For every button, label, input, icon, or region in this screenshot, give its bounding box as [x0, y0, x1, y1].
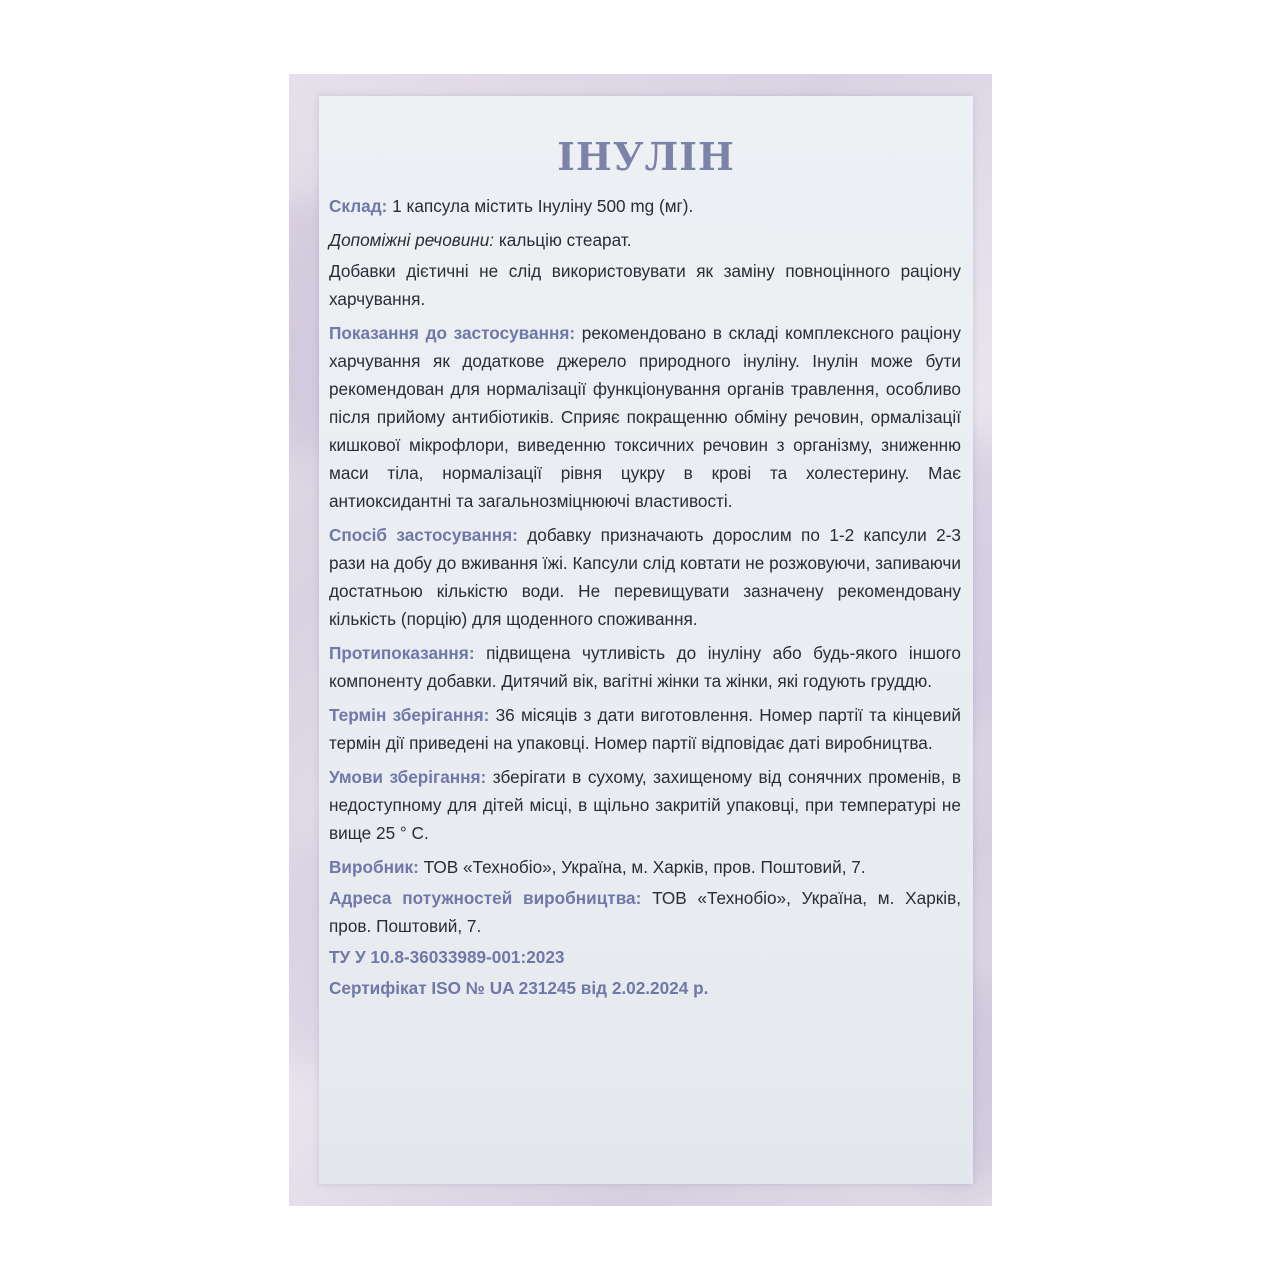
composition-label: Склад: — [329, 196, 388, 216]
excipients-label: Допоміжні речовини: — [329, 230, 495, 250]
facility-address-label: Адреса потужностей виробництва: — [329, 888, 642, 908]
indications-paragraph — [329, 319, 961, 515]
manufacturer-paragraph — [329, 853, 961, 881]
contraindications-text: підвищена чутливість до інуліну або будь-якого іншого компоненту добавки. Дитячий вік, вагітні жінки та жінки, які годують груддю. — [329, 643, 961, 691]
contraindications-label: Протипоказання: — [329, 643, 475, 663]
storage-label: Умови зберігання: — [329, 767, 487, 787]
certificate-paragraph — [329, 974, 961, 1002]
shelf-life-paragraph — [329, 701, 961, 757]
storage-text: зберігати в сухому, захищеному від сонячних променів, в недоступному для дітей місці, в щільно закритій упаковці, при температурі не вище 25 ° С. — [329, 767, 961, 843]
manufacturer-text: ТОВ «Технобіо», Україна, м. Харків, пров. Поштовий, 7. — [418, 857, 866, 877]
facility-address-paragraph — [329, 884, 961, 940]
composition-paragraph — [329, 192, 961, 220]
contraindications-paragraph — [329, 639, 961, 695]
warning-text: Добавки дієтичні не слід використовувати як заміну повноцінного раціону харчування. — [329, 261, 961, 309]
leaflet-content — [329, 192, 961, 1008]
facility-address-text: ТОВ «Технобіо», Україна, м. Харків, пров. Поштовий, 7. — [329, 888, 961, 936]
usage-label: Спосіб застосування: — [329, 525, 518, 545]
storage-paragraph — [329, 763, 961, 847]
excipients-text: кальцію стеарат. — [494, 230, 632, 250]
excipients-paragraph — [329, 226, 961, 254]
indications-text: рекомендовано в складі комплексного раціону харчування як додаткове джерело природного інуліну. Інулін може бути рекомендован для нормалізації функціонування органів травлення, особливо після прийому антибіотиків. Сприяє покращенню обміну речовин, ормалізації кишкової мікрофлори, виведенню токсичних речовин з організму, зниженню маси тіла, нормалізації рівня цукру в крові та холестерину. Має антиоксидантні та загальнозміцнюючі властивості. — [329, 323, 962, 511]
shelf-life-text: 36 місяців з дати виготовлення. Номер партії та кінцевий термін дії приведені на упаковці. Номер партії відповідає даті виробництва. — [329, 705, 961, 753]
usage-paragraph — [329, 521, 961, 633]
certificate-text: Сертифікат ISO № UA 231245 від 2.02.2024 р. — [329, 978, 709, 998]
text-panel — [319, 96, 973, 1184]
usage-text: добавку призначають дорослим по 1-2 капсули 2-3 рази на добу до вживання їжі. Капсули слід ковтати не розжовуючи, запиваючи достатньою кількістю води. Не перевищувати зазначену рекомендовану кількість (порцію) для щоденного споживання. — [329, 525, 961, 629]
composition-text: 1 капсула містить Інуліну 500 mg (мг). — [387, 196, 694, 216]
warning-paragraph — [329, 257, 961, 313]
product-leaflet — [289, 74, 992, 1206]
product-title: ІНУЛІН — [557, 134, 735, 179]
shelf-life-label: Термін зберігання: — [329, 705, 490, 725]
indications-label: Показання до застосування: — [329, 323, 576, 343]
tu-paragraph — [329, 943, 961, 971]
manufacturer-label: Виробник: — [329, 857, 419, 877]
tu-text: ТУ У 10.8-36033989-001:2023 — [329, 947, 565, 967]
